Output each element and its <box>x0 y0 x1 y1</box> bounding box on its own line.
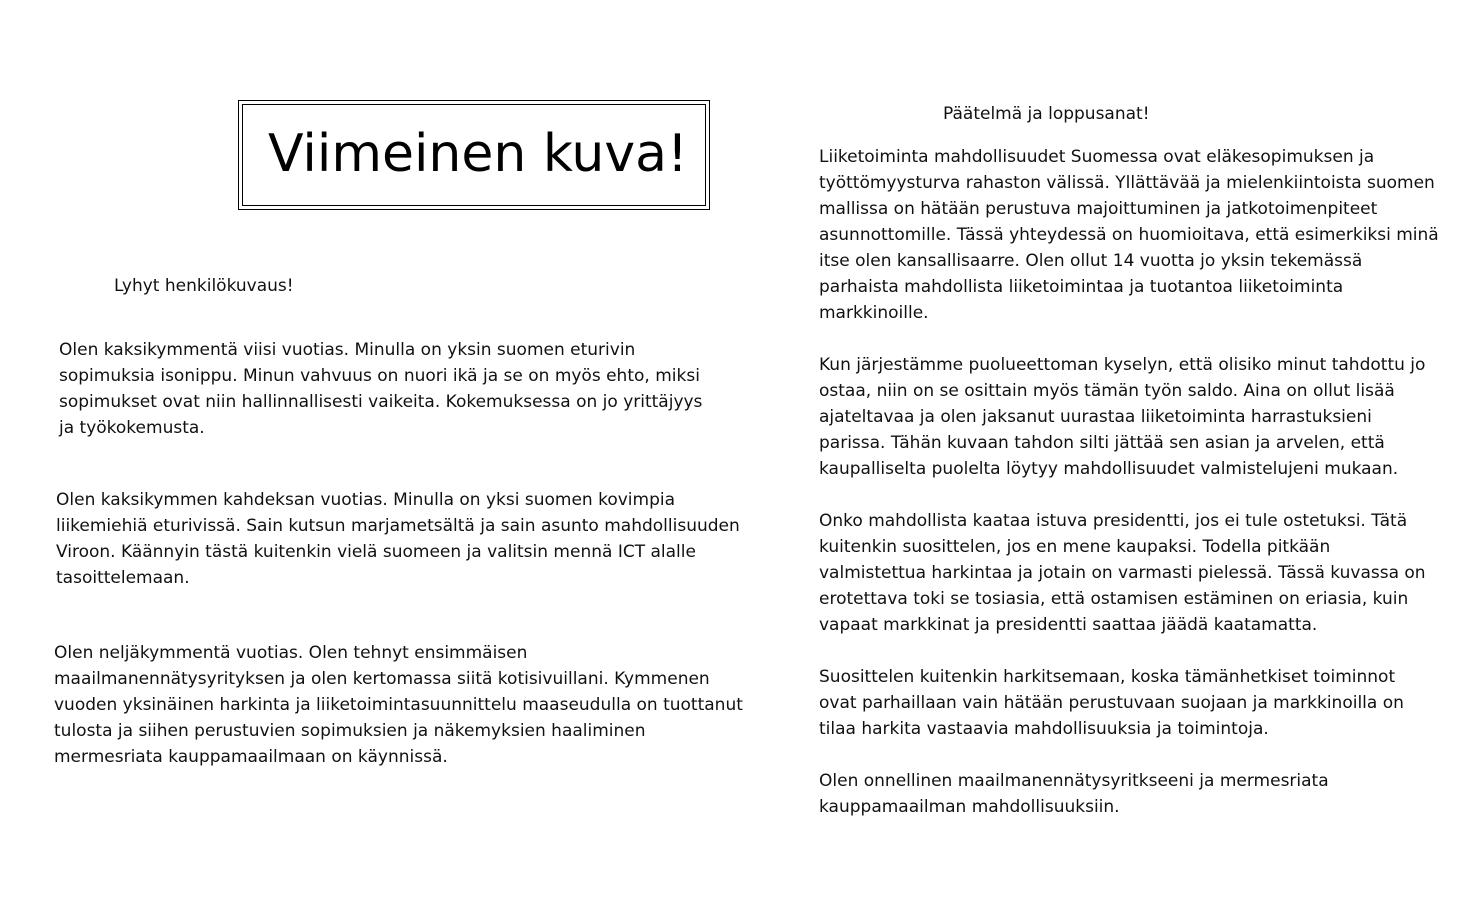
text-line: Olen kaksikymmen kahdeksan vuotias. Minulla on yksi suomen kovimpia <box>56 490 675 510</box>
text-line: ajateltavaa ja olen jaksanut uurastaa liiketoiminta harrastuksieni <box>819 407 1372 427</box>
text-line: parhaista mahdollista liiketoimintaa ja tuotantoa liiketoiminta <box>819 277 1344 297</box>
text-line: Olen neljäkymmentä vuotias. Olen tehnyt ensimmäisen <box>54 643 528 663</box>
text-line: sopimuksia isonippu. Minun vahvuus on nuori ikä ja se on myös ehto, miksi <box>59 366 700 386</box>
text-line: Suosittelen kuitenkin harkitsemaan, koska tämänhetkiset toiminnot <box>819 667 1396 687</box>
text-line: sopimukset ovat niin hallinnallisesti vaikeita. Kokemuksessa on jo yrittäjyys <box>59 392 703 412</box>
text-line: mermesriata kauppamaailmaan on käynnissä. <box>54 747 448 767</box>
text-line: parissa. Tähän kuvaan tahdon silti jättää sen asian ja arvelen, että <box>819 433 1385 453</box>
text-line: erotettava toki se tosiasia, että ostamisen estäminen on eriasia, kuin <box>819 589 1409 609</box>
text-line: ovat parhaillaan vain hätään perustuvaan suojaan ja markkinoilla on <box>819 693 1404 713</box>
text-line: ostaa, niin on se osittain myös tämän työn saldo. Aina on ollut lisää <box>819 381 1395 401</box>
right-heading: Päätelmä ja loppusanat! <box>943 104 1150 124</box>
text-line: itse olen kansallisaarre. Olen ollut 14 vuotta jo yksin tekemässä <box>819 251 1363 271</box>
right-paragraph-5 <box>819 768 1329 820</box>
text-line: Olen onnellinen maailmanennätysyritkseeni ja mermesriata <box>819 771 1329 791</box>
text-line: vapaat markkinat ja presidentti saattaa jäädä kaatamatta. <box>819 615 1318 635</box>
text-line: maailmanennätysyrityksen ja olen kertomassa siitä kotisivuillani. Kymmenen <box>54 669 710 689</box>
text-line: kuitenkin suosittelen, jos en mene kaupaksi. Todella pitkään <box>819 537 1331 557</box>
text-line: valmistettua harkintaa ja jotain on varmasti pielessä. Tässä kuvassa on <box>819 563 1426 583</box>
text-line: liikemiehiä eturivissä. Sain kutsun marjametsältä ja sain asunto mahdollisuuden <box>56 516 740 536</box>
text-line: tasoittelemaan. <box>56 568 190 588</box>
text-line: Olen kaksikymmentä viisi vuotias. Minulla on yksin suomen eturivin <box>59 340 636 360</box>
left-paragraph-2 <box>56 487 740 591</box>
right-paragraph-2 <box>819 352 1425 482</box>
page-title: Viimeinen kuva! <box>268 124 688 184</box>
text-line: Kun järjestämme puolueettoman kyselyn, että olisiko minut tahdottu jo <box>819 355 1426 375</box>
text-line: Liiketoiminta mahdollisuudet Suomessa ovat eläkesopimuksen ja <box>819 147 1375 167</box>
text-line: markkinoille. <box>819 303 929 323</box>
text-line: vuoden yksinäinen harkinta ja liiketoimintasuunnittelu maaseudulla on tuottanut <box>54 695 743 715</box>
left-paragraph-1 <box>59 337 702 441</box>
text-line: kaupalliselta puolelta löytyy mahdollisuudet valmistelujeni mukaan. <box>819 459 1399 479</box>
text-line: tilaa harkita vastaavia mahdollisuuksia ja toimintoja. <box>819 719 1269 739</box>
text-line: ja työkokemusta. <box>59 418 205 438</box>
text-line: Onko mahdollista kaataa istuva presidentti, jos ei tule ostetuksi. Tätä <box>819 511 1408 531</box>
left-heading: Lyhyt henkilökuvaus! <box>114 276 294 296</box>
text-line: asunnottomille. Tässä yhteydessä on huomioitava, että esimerkiksi minä <box>819 225 1439 245</box>
text-line: tulosta ja siihen perustuvien sopimuksien ja näkemyksien haaliminen <box>54 721 646 741</box>
right-paragraph-3 <box>819 508 1426 638</box>
text-line: mallissa on hätään perustuva majoittuminen ja jatkotoimenpiteet <box>819 199 1378 219</box>
left-paragraph-3 <box>54 640 743 770</box>
right-paragraph-4 <box>819 664 1404 742</box>
text-line: kauppamaailman mahdollisuuksiin. <box>819 797 1120 817</box>
text-line: työttömyysturva rahaston välissä. Yllättävää ja mielenkiintoista suomen <box>819 173 1435 193</box>
text-line: Viroon. Käännyin tästä kuitenkin vielä suomeen ja valitsin mennä ICT alalle <box>56 542 696 562</box>
right-paragraph-1 <box>819 144 1439 326</box>
